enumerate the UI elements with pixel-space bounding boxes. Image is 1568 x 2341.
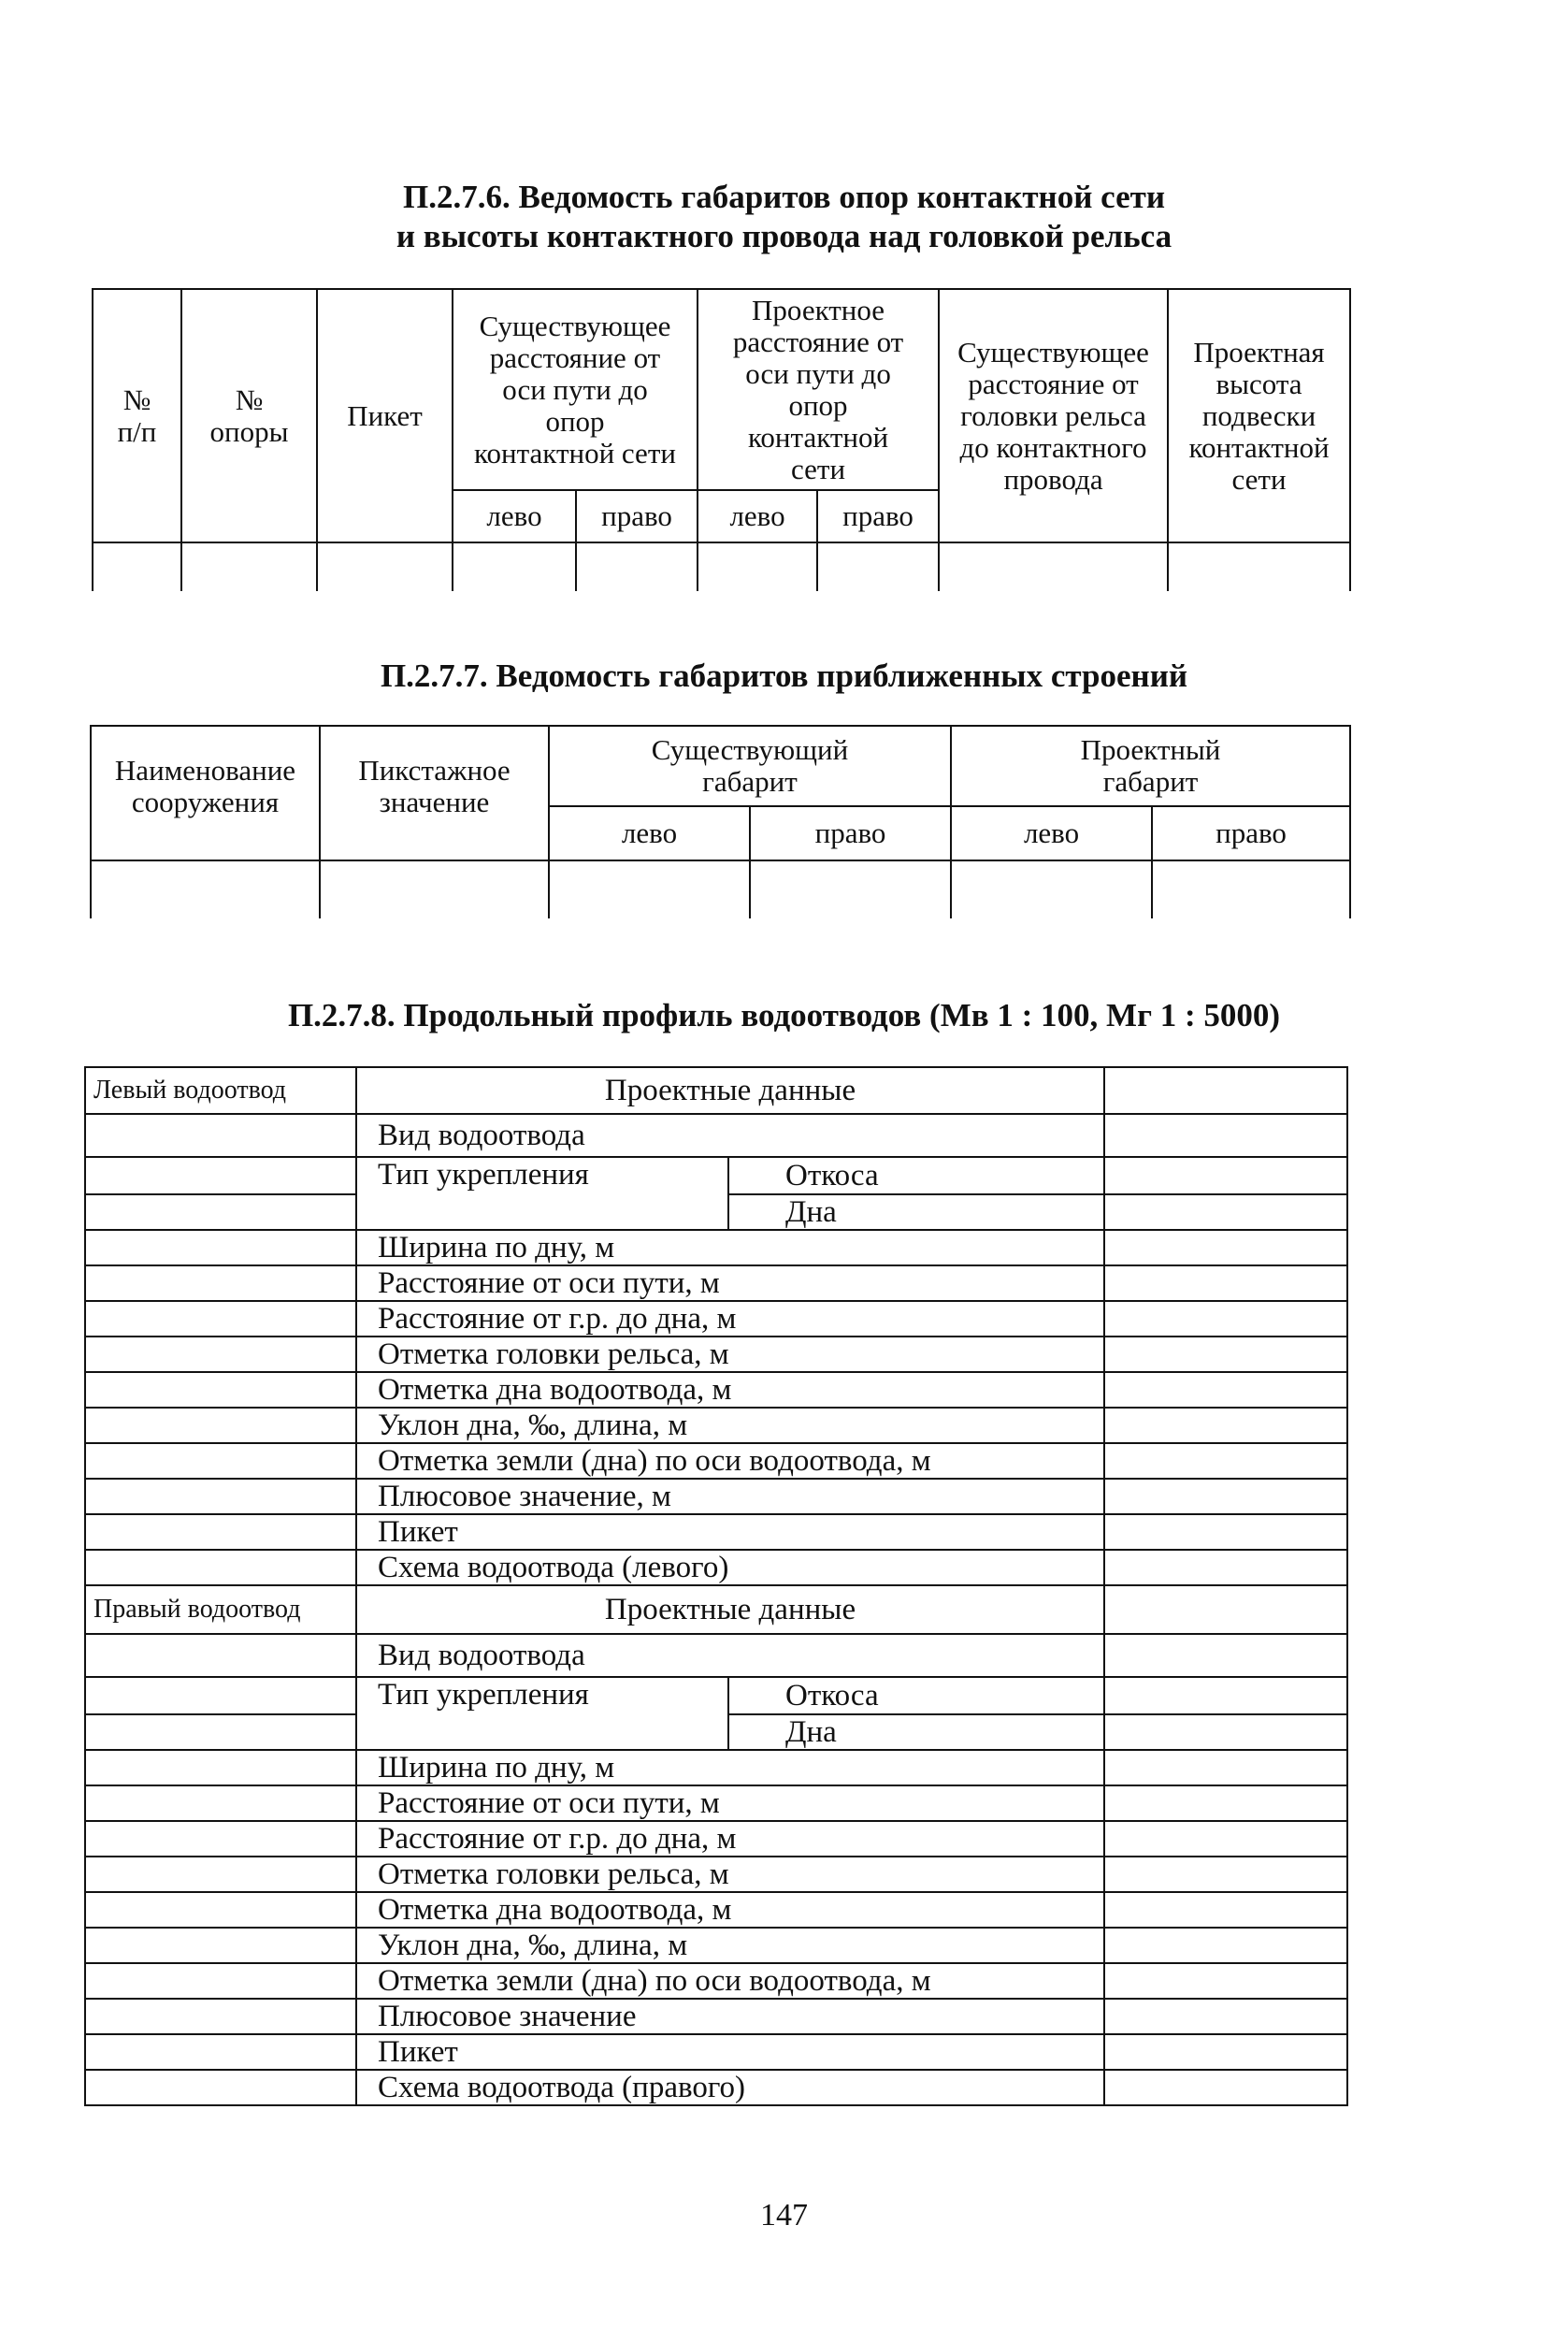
- value-cell: [1104, 1230, 1347, 1265]
- value-cell: [1104, 1892, 1347, 1928]
- parameter-label: Плюсовое значение: [356, 1999, 1104, 2034]
- table-cell: [939, 542, 1168, 591]
- value-cell: [1104, 1337, 1347, 1372]
- value-cell: [85, 1443, 356, 1479]
- value-cell: [85, 1928, 356, 1963]
- parameter-label: Расстояние от г.р. до дна, м: [356, 1301, 1104, 1337]
- slope-label: Откоса: [728, 1157, 1104, 1194]
- table-cell: [317, 542, 453, 591]
- value-cell: [85, 2070, 356, 2105]
- value-cell: [1104, 1265, 1347, 1301]
- table-cell: [698, 542, 817, 591]
- value-cell: [85, 1479, 356, 1514]
- drain-type-label: Вид водоотвода: [356, 1114, 1104, 1157]
- value-cell: [85, 1821, 356, 1857]
- value-cell: [85, 1514, 356, 1550]
- block-label: Левый водоотвод: [85, 1067, 356, 1114]
- parameter-label: Отметка дна водоотвода, м: [356, 1892, 1104, 1928]
- header-design-clearance: Проектный габарит: [951, 726, 1350, 806]
- value-cell: [1104, 1714, 1347, 1750]
- parameter-label: Пикет: [356, 1514, 1104, 1550]
- value-cell: [1104, 1194, 1347, 1230]
- parameter-label: Отметка головки рельса, м: [356, 1337, 1104, 1372]
- drainage-profile-table: [84, 1066, 1348, 2106]
- header-design-right: право: [1152, 806, 1350, 860]
- header-design-right: право: [817, 490, 939, 542]
- header-existing-left: лево: [549, 806, 750, 860]
- header-existing-right: право: [576, 490, 698, 542]
- table-cell: [320, 860, 549, 918]
- value-cell: [85, 1337, 356, 1372]
- table-cell: [91, 860, 320, 918]
- value-cell: [1104, 1408, 1347, 1443]
- section1-title-line2: и высоты контактного провода над головкой рельса: [396, 218, 1172, 254]
- bottom-label: Дна: [728, 1194, 1104, 1230]
- header-num: № п/п: [93, 289, 181, 542]
- header-support: № опоры: [181, 289, 317, 542]
- parameter-label: Расстояние от г.р. до дна, м: [356, 1821, 1104, 1857]
- value-cell: [1104, 2070, 1347, 2105]
- value-cell: [85, 1550, 356, 1585]
- value-cell: [85, 1892, 356, 1928]
- value-cell: [1104, 1301, 1347, 1337]
- value-cell: [1104, 1479, 1347, 1514]
- table-cell: [1152, 860, 1350, 918]
- block-header: Проектные данные: [356, 1585, 1104, 1634]
- section1-title-line1: П.2.7.6. Ведомость габаритов опор контактной сети: [403, 179, 1165, 215]
- parameter-label: Плюсовое значение, м: [356, 1479, 1104, 1514]
- value-cell: [1104, 1785, 1347, 1821]
- block-header: Проектные данные: [356, 1067, 1104, 1114]
- value-cell: [1104, 1677, 1347, 1714]
- table-cell: [549, 860, 750, 918]
- table-cell: [817, 542, 939, 591]
- value-cell: [85, 1265, 356, 1301]
- value-cell: [85, 1372, 356, 1408]
- value-cell: [85, 1677, 356, 1714]
- table-cell: [93, 542, 181, 591]
- value-cell: [85, 1857, 356, 1892]
- value-cell: [1104, 1821, 1347, 1857]
- value-cell: [85, 1634, 356, 1677]
- parameter-label: Схема водоотвода (правого): [356, 2070, 1104, 2105]
- drain-type-label: Вид водоотвода: [356, 1634, 1104, 1677]
- parameter-label: Уклон дна, ‰, длина, м: [356, 1928, 1104, 1963]
- section1-title: [0, 178, 1568, 256]
- reinforcement-label: Тип укрепления: [356, 1157, 728, 1230]
- value-cell: [1104, 1963, 1347, 1999]
- parameter-label: Ширина по дну, м: [356, 1750, 1104, 1785]
- reinforcement-label: Тип укрепления: [356, 1677, 728, 1750]
- parameter-label: Расстояние от оси пути, м: [356, 1785, 1104, 1821]
- section2-title: П.2.7.7. Ведомость габаритов приближенных строений: [380, 658, 1188, 694]
- block-label: Правый водоотвод: [85, 1585, 356, 1634]
- header-picket-value: Пикстажное значение: [320, 726, 549, 860]
- header-structure-name: Наименование сооружения: [91, 726, 320, 860]
- value-cell: [1104, 2034, 1347, 2070]
- header-existing-clearance: Существующий габарит: [549, 726, 951, 806]
- value-cell: [1104, 1514, 1347, 1550]
- header-existing-height: Существующее расстояние от головки рельса до контактного провода: [939, 289, 1168, 542]
- table-cell: [181, 542, 317, 591]
- parameter-label: Схема водоотвода (левого): [356, 1550, 1104, 1585]
- value-cell: [85, 1785, 356, 1821]
- value-cell: [1104, 1157, 1347, 1194]
- value-cell: [85, 1194, 356, 1230]
- drainage-profile-body: [85, 1067, 1347, 2105]
- value-cell: [85, 1114, 356, 1157]
- slope-label: Откоса: [728, 1677, 1104, 1714]
- value-cell: [85, 1157, 356, 1194]
- value-cell: [85, 2034, 356, 2070]
- structures-table: [90, 725, 1351, 918]
- value-cell: [85, 1999, 356, 2034]
- header-design-left: лево: [951, 806, 1152, 860]
- value-cell: [1104, 1750, 1347, 1785]
- parameter-label: Отметка земли (дна) по оси водоотвода, м: [356, 1443, 1104, 1479]
- value-cell: [1104, 1372, 1347, 1408]
- parameter-label: Отметка головки рельса, м: [356, 1857, 1104, 1892]
- header-design-distance: Проектное расстояние от оси пути до опор контактной сети: [698, 289, 939, 490]
- parameter-label: Ширина по дну, м: [356, 1230, 1104, 1265]
- value-cell: [85, 1301, 356, 1337]
- table-cell: [750, 860, 951, 918]
- table-cell: [453, 542, 576, 591]
- value-cell: [1104, 1999, 1347, 2034]
- table-cell: [576, 542, 698, 591]
- value-cell: [85, 1408, 356, 1443]
- value-cell: [1104, 1928, 1347, 1963]
- value-cell: [1104, 1634, 1347, 1677]
- value-cell: [85, 1750, 356, 1785]
- table-cell: [1168, 542, 1350, 591]
- page-number: 147: [760, 2198, 808, 2233]
- parameter-label: Пикет: [356, 2034, 1104, 2070]
- supports-table: [92, 288, 1351, 591]
- value-cell: [1104, 1857, 1347, 1892]
- value-cell: [85, 1963, 356, 1999]
- value-cell: [1104, 1550, 1347, 1585]
- parameter-label: Расстояние от оси пути, м: [356, 1265, 1104, 1301]
- parameter-label: Отметка дна водоотвода, м: [356, 1372, 1104, 1408]
- bottom-label: Дна: [728, 1714, 1104, 1750]
- header-existing-left: лево: [453, 490, 576, 542]
- value-cell: [85, 1230, 356, 1265]
- parameter-label: Отметка земли (дна) по оси водоотвода, м: [356, 1963, 1104, 1999]
- section3-title: П.2.7.8. Продольный профиль водоотводов (Мв 1 : 100, Мг 1 : 5000): [287, 997, 1281, 1033]
- parameter-label: Уклон дна, ‰, длина, м: [356, 1408, 1104, 1443]
- value-cell: [85, 1714, 356, 1750]
- value-cell: [1104, 1067, 1347, 1114]
- header-design-height: Проектная высота подвески контактной сети: [1168, 289, 1350, 542]
- header-design-left: лево: [698, 490, 817, 542]
- value-cell: [1104, 1114, 1347, 1157]
- header-existing-right: право: [750, 806, 951, 860]
- table-cell: [951, 860, 1152, 918]
- value-cell: [1104, 1443, 1347, 1479]
- header-picket: Пикет: [317, 289, 453, 542]
- value-cell: [1104, 1585, 1347, 1634]
- header-existing-distance: Существующее расстояние от оси пути до опор контактной сети: [453, 289, 698, 490]
